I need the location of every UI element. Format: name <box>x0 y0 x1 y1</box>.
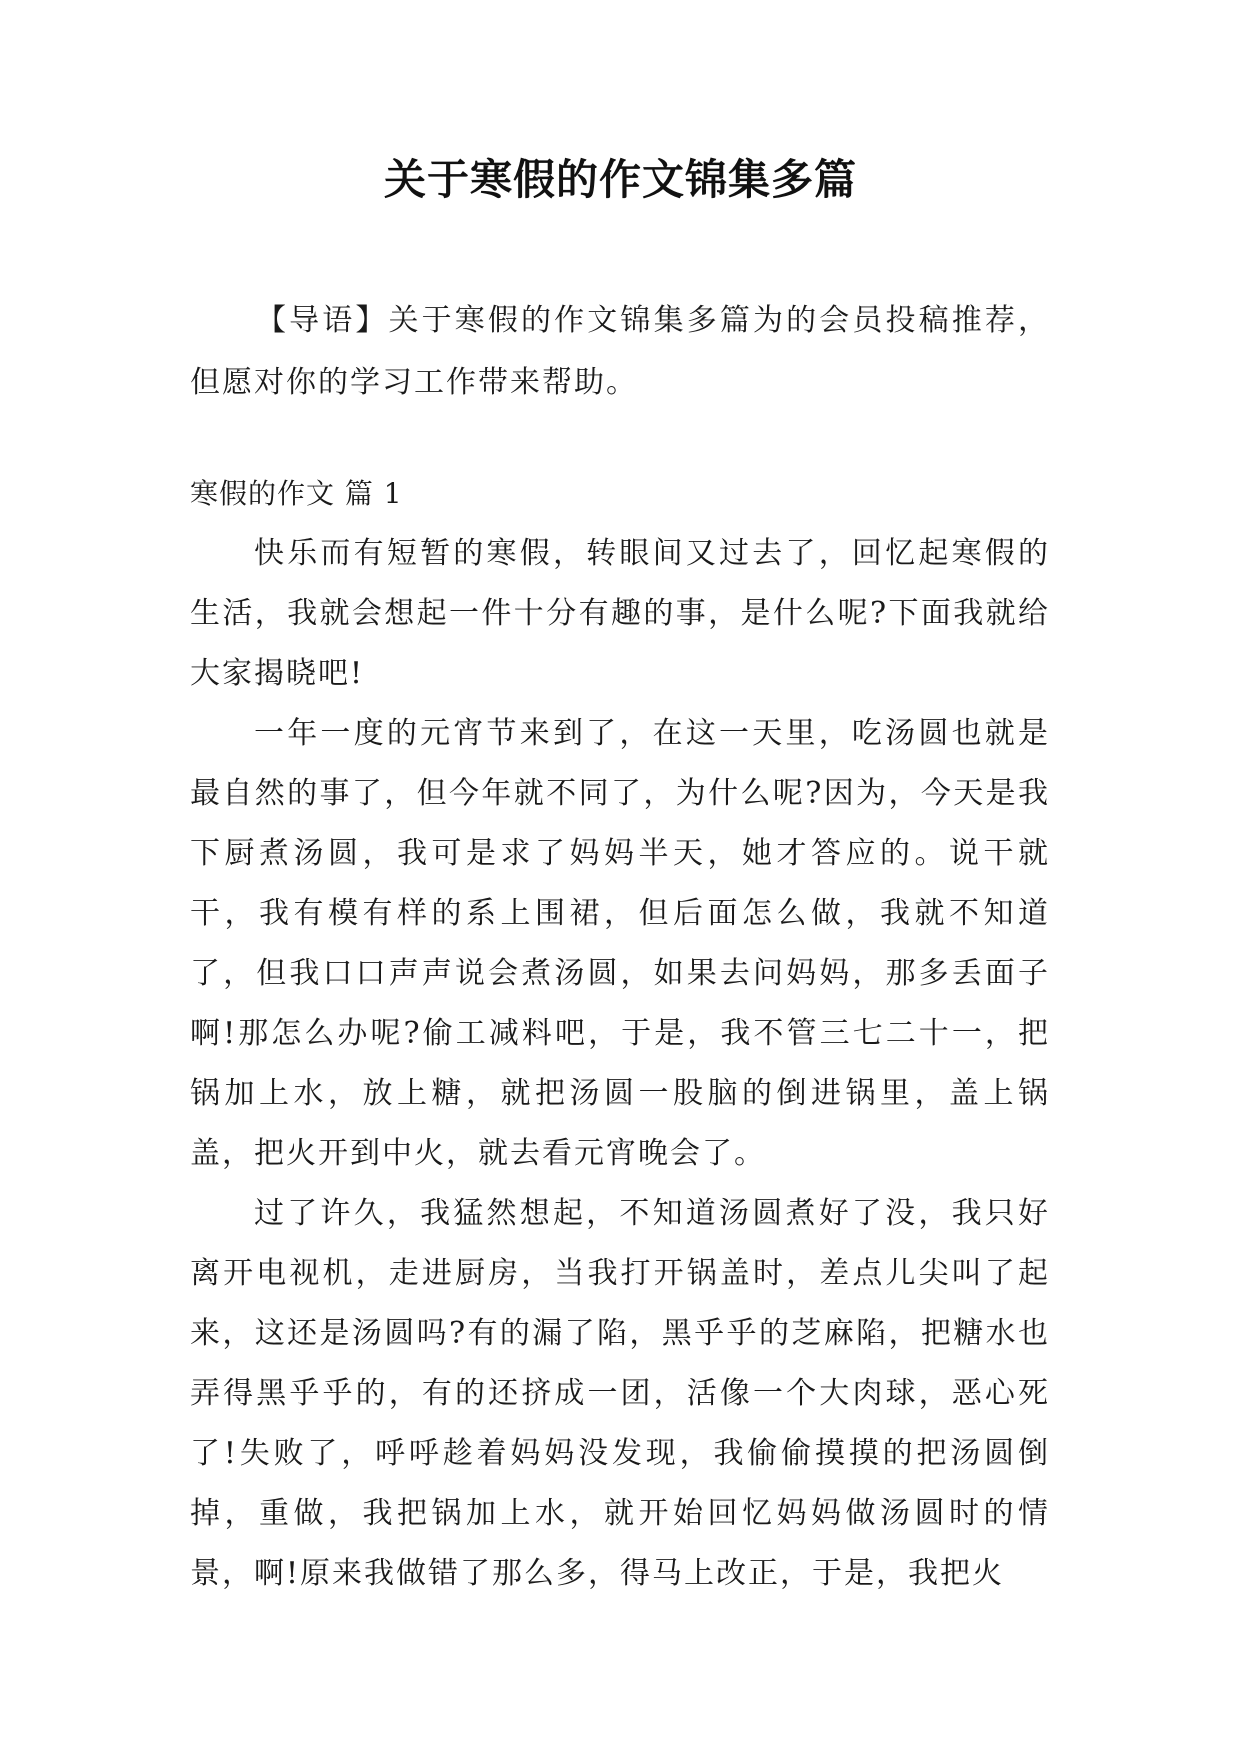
body-paragraph-3: 过了许久，我猛然想起，不知道汤圆煮好了没，我只好离开电视机，走进厨房，当我打开锅盖时，差点儿尖叫了起来，这还是汤圆吗?有的漏了陷，黑乎乎的芝麻陷，把糖水也弄得黑乎乎的，有的还挤成一团，活像一个大肉球，恶心死了!失败了，呼呼趁着妈妈没发现，我偷偷摸摸的把汤圆倒掉，重做，我把锅加上水，就开始回忆妈妈做汤圆时的情景，啊!原来我做错了那么多，得马上改正，于是，我把火 <box>190 1196 1050 1591</box>
section-heading: 寒假的作文 篇 1 <box>190 477 403 510</box>
document-body <box>190 290 1050 1604</box>
document-title: 关于寒假的作文锦集多篇 <box>383 155 857 204</box>
lead-paragraph: 【导语】关于寒假的作文锦集多篇为的会员投稿推荐，但愿对你的学习工作带来帮助。 <box>190 303 1050 400</box>
body-paragraph-1: 快乐而有短暂的寒假，转眼间又过去了，回忆起寒假的生活，我就会想起一件十分有趣的事，是什么呢?下面我就给大家揭晓吧! <box>190 536 1050 691</box>
body-paragraph-2: 一年一度的元宵节来到了，在这一天里，吃汤圆也就是最自然的事了，但今年就不同了，为什么呢?因为，今天是我下厨煮汤圆，我可是求了妈妈半天，她才答应的。说干就干，我有模有样的系上围裙，但后面怎么做，我就不知道了，但我口口声声说会煮汤圆，如果去问妈妈，那多丢面子啊!那怎么办呢?偷工减料吧，于是，我不管三七二十一，把锅加上水，放上糖，就把汤圆一股脑的倒进锅里，盖上锅盖，把火开到中火，就去看元宵晚会了。 <box>190 716 1050 1171</box>
